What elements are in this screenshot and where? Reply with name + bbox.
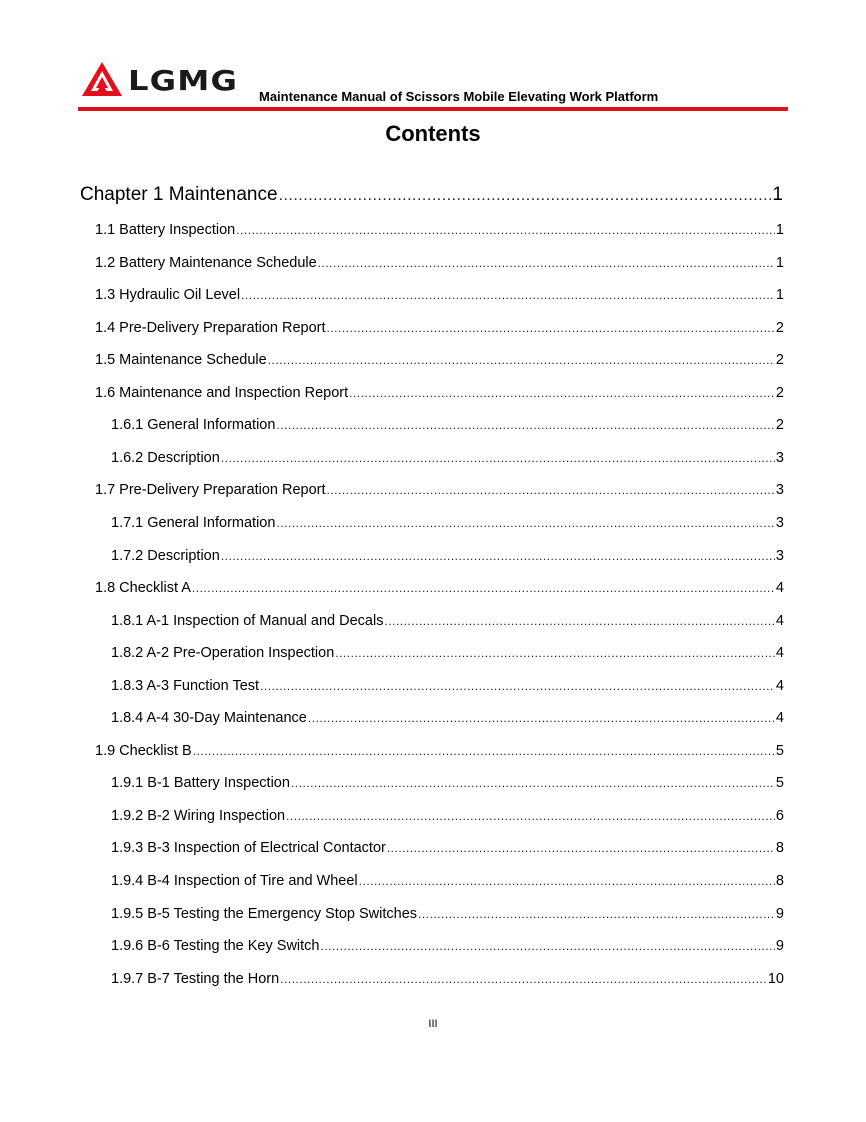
toc-entry-page: 4 — [775, 645, 784, 662]
toc-entry[interactable] — [111, 775, 784, 791]
toc-entry-label: 1.8 Checklist A — [95, 580, 191, 597]
toc-entry[interactable] — [95, 287, 784, 303]
toc-entry-label: 1.2 Battery Maintenance Schedule — [95, 254, 317, 271]
toc-entry[interactable] — [95, 255, 784, 271]
toc-leader-dots — [359, 874, 775, 888]
toc-leader-dots — [221, 549, 775, 563]
toc-entry[interactable] — [111, 873, 784, 889]
toc-entry[interactable] — [95, 385, 784, 401]
toc-entry-label: 1.9.5 B-5 Testing the Emergency Stop Switches — [111, 905, 418, 922]
toc-entry-page: 2 — [775, 319, 784, 336]
lgmg-logo — [82, 60, 239, 102]
toc-leader-dots — [192, 581, 775, 595]
toc-entry-page: 9 — [775, 905, 784, 922]
toc-entry-label: 1.5 Maintenance Schedule — [95, 352, 267, 369]
logo-wordmark: LGMG — [128, 64, 239, 97]
toc-leader-dots — [279, 187, 772, 205]
toc-leader-dots — [276, 516, 774, 530]
toc-leader-dots — [308, 711, 775, 725]
toc-entry-page: 3 — [775, 514, 784, 531]
toc-entry[interactable] — [95, 352, 784, 368]
toc-entry-page: 2 — [775, 417, 784, 434]
toc-leader-dots — [418, 907, 775, 921]
toc-entry[interactable] — [95, 320, 784, 336]
toc-entry-label: 1.6.2 Description — [111, 449, 220, 466]
toc-entry-page: 5 — [775, 775, 784, 792]
toc-entry-page: 8 — [775, 873, 784, 889]
toc-entry[interactable] — [111, 971, 784, 987]
toc-leader-dots — [327, 483, 775, 497]
toc-entry[interactable] — [111, 678, 784, 694]
toc-entry-label: 1.8.4 A-4 30-Day Maintenance — [111, 710, 307, 727]
toc-entry-label: 1.9.6 B-6 Testing the Key Switch — [111, 938, 320, 955]
toc-leader-dots — [321, 939, 775, 953]
toc-entry-page: 9 — [775, 938, 784, 955]
lgmg-triangle-icon — [82, 60, 126, 100]
toc-entry-page: 1 — [775, 222, 784, 238]
toc-leader-dots — [221, 451, 775, 465]
toc-leader-dots — [387, 841, 775, 855]
toc-entry[interactable] — [111, 613, 784, 629]
toc-leader-dots — [349, 386, 775, 400]
toc-leader-dots — [193, 744, 775, 758]
toc-entry-page: 2 — [775, 352, 784, 369]
toc-leader-dots — [280, 972, 767, 986]
toc-entry-page: 1 — [775, 287, 784, 304]
page-title: Contents — [385, 121, 481, 146]
toc-entry-label: Chapter 1 Maintenance — [80, 184, 278, 205]
toc-entry-page: 4 — [775, 677, 784, 694]
toc-leader-dots — [384, 614, 774, 628]
toc-entry-label: 1.8.2 A-2 Pre-Operation Inspection — [111, 645, 335, 662]
toc-entry-label: 1.9.3 B-3 Inspection of Electrical Contactor — [111, 840, 386, 857]
toc-leader-dots — [335, 646, 775, 660]
toc-entry[interactable] — [111, 710, 784, 726]
toc-entry[interactable] — [95, 222, 784, 238]
toc-leader-dots — [327, 321, 775, 335]
toc-entry-label: 1.7.1 General Information — [111, 514, 276, 531]
toc-entry-page: 3 — [775, 547, 784, 564]
toc-entry[interactable] — [111, 840, 784, 856]
toc-entry-label: 1.1 Battery Inspection — [95, 222, 236, 238]
toc-entry[interactable] — [111, 450, 784, 466]
toc-entry[interactable] — [111, 645, 784, 661]
toc-entry-label: 1.9.7 B-7 Testing the Horn — [111, 970, 280, 987]
toc-entry-label: 1.9.2 B-2 Wiring Inspection — [111, 807, 286, 824]
toc-entry[interactable] — [95, 743, 784, 759]
toc-entry-label: 1.7.2 Description — [111, 547, 220, 564]
toc-entry-label: 1.6.1 General Information — [111, 417, 276, 434]
toc-entry-page: 2 — [775, 384, 784, 401]
toc-entry-label: 1.7 Pre-Delivery Preparation Report — [95, 482, 326, 499]
toc-leader-dots — [241, 288, 775, 302]
toc-entry-page: 3 — [775, 482, 784, 499]
toc-entry-label: 1.8.3 A-3 Function Test — [111, 677, 260, 694]
manual-title: Maintenance Manual of Scissors Mobile Elevating Work Platform — [259, 89, 659, 104]
toc-entry-page: 1 — [772, 184, 783, 205]
toc-entry-label: 1.8.1 A-1 Inspection of Manual and Decals — [111, 612, 384, 629]
toc-entry[interactable] — [111, 808, 784, 824]
toc-entry-label: 1.6 Maintenance and Inspection Report — [95, 384, 349, 401]
toc-entry[interactable] — [111, 417, 784, 433]
toc-entry-label: 1.9.4 B-4 Inspection of Tire and Wheel — [111, 873, 358, 889]
toc-entry-label: 1.3 Hydraulic Oil Level — [95, 287, 241, 304]
toc-entry[interactable] — [111, 548, 784, 564]
toc-leader-dots — [318, 256, 775, 270]
toc-entry[interactable] — [80, 184, 783, 206]
toc-entry-page: 10 — [767, 970, 784, 987]
header-divider — [78, 107, 788, 111]
toc-entry-page: 3 — [775, 449, 784, 466]
toc-entry-page: 4 — [775, 612, 784, 629]
toc-leader-dots — [268, 353, 775, 367]
toc-entry-page: 6 — [775, 807, 784, 824]
page-number: III — [428, 1018, 438, 1030]
page-header — [0, 0, 866, 115]
toc-entry[interactable] — [95, 580, 784, 596]
toc-entry-label: 1.4 Pre-Delivery Preparation Report — [95, 319, 326, 336]
toc-entry[interactable] — [95, 482, 784, 498]
toc-leader-dots — [291, 776, 775, 790]
toc-entry[interactable] — [111, 938, 784, 954]
toc-entry[interactable] — [111, 906, 784, 922]
toc-entry-page: 4 — [775, 710, 784, 727]
toc-entry-label: 1.9 Checklist B — [95, 742, 192, 759]
toc-entry[interactable] — [111, 515, 784, 531]
toc-entry-label: 1.9.1 B-1 Battery Inspection — [111, 775, 290, 792]
toc-entry-page: 8 — [775, 840, 784, 857]
toc-leader-dots — [286, 809, 775, 823]
toc-entry-page: 1 — [775, 254, 784, 271]
toc-entry-page: 4 — [775, 580, 784, 597]
toc-leader-dots — [236, 223, 775, 237]
toc-entry-page: 5 — [775, 742, 784, 759]
toc-leader-dots — [260, 679, 775, 693]
toc-leader-dots — [276, 418, 774, 432]
